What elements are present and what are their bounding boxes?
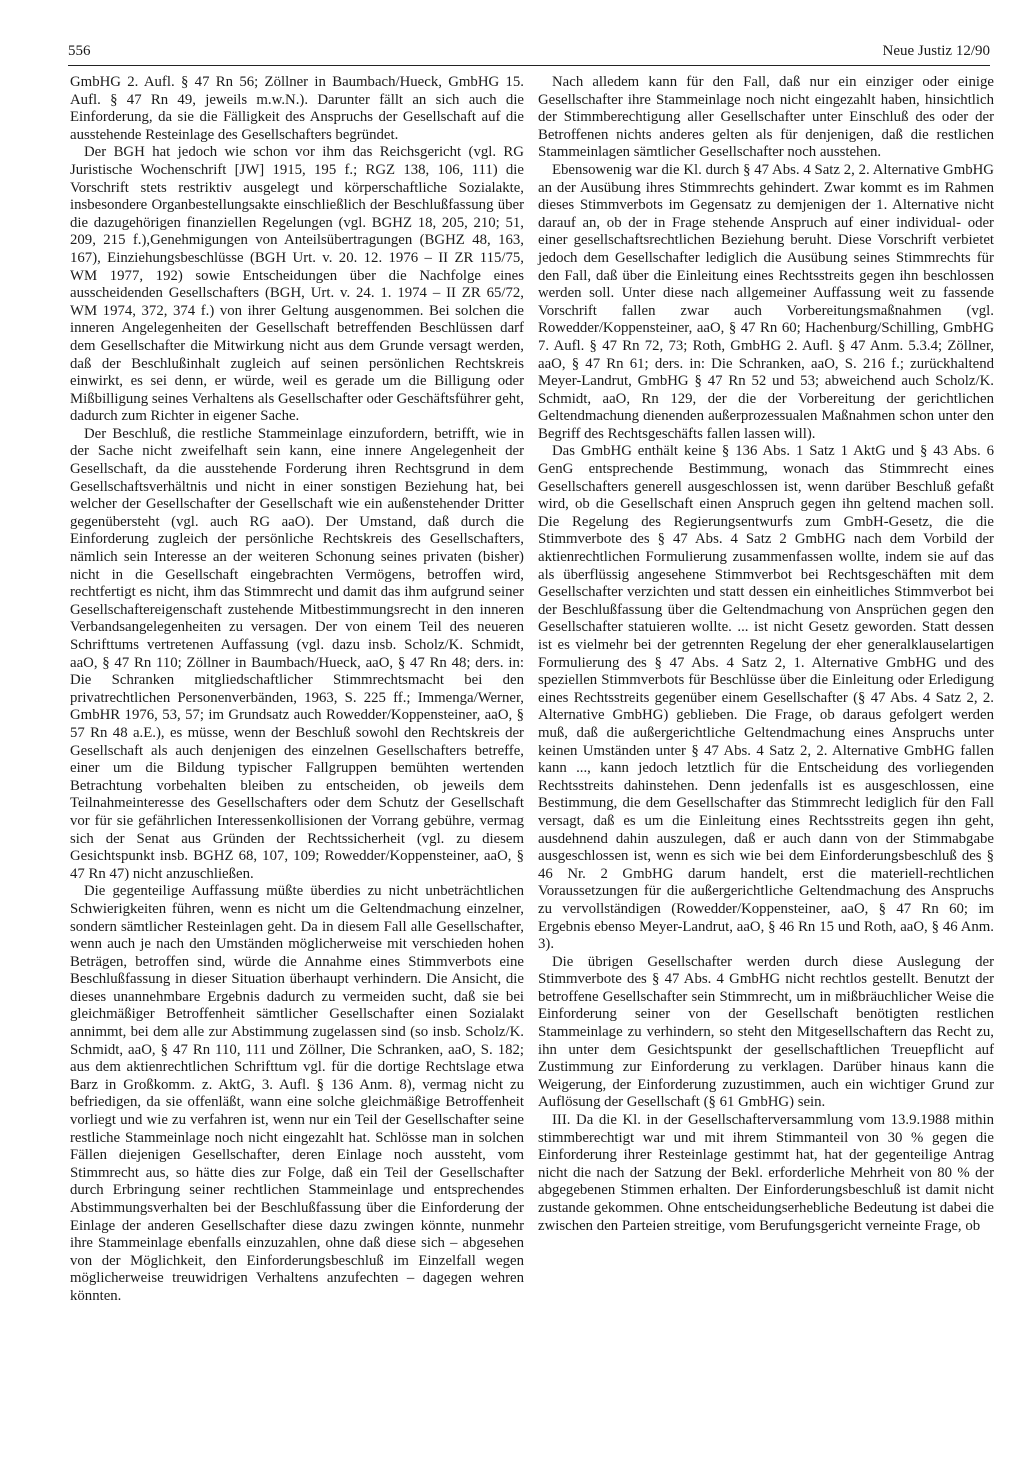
left-column [70, 74, 524, 1306]
header-rule [68, 65, 990, 66]
paragraph: Der Beschluß, die restliche Stammeinlage einzufordern, betrifft, wie in der Sache nicht zweifelhaft sein kann, eine innere Angelegenheit der Gesellschaft, da die ausstehende Forderung ihren Rechtsgrund in dem Gesellschaftsverhältnis und nicht in einer sonstigen Beziehung hat, bei welcher der Gesellschafter der Gesellschaft wie ein außenstehender Dritter gegenübersteht (vgl. auch RG aaO). Der Umstand, daß durch die Einforderung zugleich der persönliche Rechtskreis des Gesellschafters, nämlich sein Interesse an der weiteren Schonung seines privaten (bisher) nicht in die Gesellschaft eingebrachten Vermögens, betroffen wird, rechtfertigt es nicht, ihm das Stimmrecht und damit das ihm aufgrund seiner Gesellschaftereigenschaft zustehende Mitbestimmungsrecht in den inneren Verbandsangelegenheiten zu versagen. Der von einem Teil des neueren Schrifttums vertretenen Auffassung (vgl. dazu insb. Scholz/K. Schmidt, aaO, § 47 Rn 110; Zöllner in Baumbach/Hueck, aaO, § 47 Rn 48; ders. in: Die Schranken mitgliedschaftlicher Stimmrechtsmacht bei den privatrechtlichen Personenverbänden, 1963, S. 225 ff.; Immenga/Werner, GmbHR 1976, 53, 57; im Grundsatz auch Rowedder/Koppensteiner, aaO, § 57 Rn 48 a.E.), es müsse, wenn der Beschluß sowohl den Rechtskreis der Gesellschaft als auch denjenigen des einzelnen Gesellschafters betreffe, einer um die Bildung typischer Fallgruppen bemühten wertenden Betrachtung vorbehalten bleiben zu entscheiden, ob jeweils dem Teilnahmeinteresse des Gesellschafters oder dem Schutz der Gesellschaft vor für sie gefährlichen Interessenkollisionen der Vorrang gebühre, vermag sich der Senat aus Gründen der Rechtssicherheit (vgl. zu diesem Gesichtspunkt insb. BGHZ 68, 107, 109; Rowedder/Koppensteiner, aaO, § 47 Rn 47) nicht anzuschließen. [70, 425, 524, 882]
paragraph: Der BGH hat jedoch wie schon vor ihm das Reichsgericht (vgl. RG Juristische Wochenschrift [JW] 1915, 195 f.; RGZ 138, 106, 111) die Vorschrift stets restriktiv ausgelegt und körperschaftliche Sozialakte, insbesondere Organbestellungsakte einschließlich der Beschlußfassung über die dazugehörigen finanziellen Regelungen (vgl. BGHZ 18, 205, 210; 51, 209, 215 f.),Genehmigungen von Anteilsübertragungen (BGHZ 48, 163, 167), Einziehungsbeschlüsse (BGH Urt. v. 20. 12. 1976 – II ZR 115/75, WM 1977, 192) sowie Entscheidungen über die Nachfolge eines ausscheidenden Gesellschafters (BGH, Urt. v. 24. 1. 1974 – II ZR 65/72, WM 1974, 372, 374 f.) von ihrer Geltung ausgenommen. Bei solchen die inneren Angelegenheiten der Gesellschaft betreffenden Beschlüssen darf dem Gesellschafter die Mitwirkung nicht aus dem Grunde versagt werden, daß der Beschlußinhalt zugleich auf seinen persönlichen Rechtskreis einwirkt, es sei denn, er würde, weil es gerade um die Billigung oder Mißbilligung seines Verhaltens als Gesellschafter oder Geschäftsführer geht, dadurch zum Richter in eigener Sache. [70, 144, 524, 425]
right-column [538, 74, 994, 1235]
page-number: 556 [68, 43, 91, 59]
paragraph: Die gegenteilige Auffassung müßte überdies zu nicht unbeträchtlichen Schwierigkeiten führen, wenn es nicht um die Geltendmachung einzelner, sondern sämtlicher Resteinlagen geht. Da in diesem Fall alle Gesellschafter, wenn auch je nach den Umständen möglicherweise mit verschieden hohen Beträgen, betroffen sind, würde die Annahme eines Stimmverbots eine Beschlußfassung in dieser Situation überhaupt verhindern. Die Ansicht, die dieses unannehmbare Ergebnis dadurch zu vermeiden sucht, daß sie bei gleichmäßiger Betroffenheit sämtlicher Gesellschafter einen Sozialakt annimmt, bei dem alle zur Abstimmung zugelassen sind (so insb. Scholz/K. Schmidt, aaO, § 47 Rn 110, 111 und Zöllner, Die Schranken, aaO, S. 182; aus dem aktienrechtlichen Schrifttum vgl. für die dortige Rechtslage etwa Barz in Großkomm. z. AktG, 3. Aufl. § 136 Anm. 8), vermag nicht zu befriedigen, da sie offenläßt, wann eine solche gleichmäßige Betroffenheit vorliegt und wie zu verfahren ist, wenn nur ein Teil der Gesellschafter seine restliche Stammeinlage noch nicht eingezahlt hat. Schlösse man in solchen Fällen diejenigen Gesellschafter, deren Einlage noch aussteht, vom Stimmrecht aus, so hätte dies zur Folge, daß ein Teil der Gesellschafter durch Erbringung seiner rechtlichen Stammeinlage und entsprechendes Abstimmungsverhalten bei der Beschlußfassung über die Einforderung der Einlage der anderen Gesellschafter diese dazu zwingen könnte, nunmehr ihre Stammeinlage ebenfalls einzuzahlen, ohne daß diese sich – abgesehen von der Möglichkeit, den Einforderungsbeschluß im Einzelfall wegen möglicherweise treuwidrigen Verhaltens anzufechten – dagegen wehren könnten. [70, 883, 524, 1304]
journal-title: Neue Justiz 12/90 [882, 43, 990, 59]
paragraph: III. Da die Kl. in der Gesellschafterversammlung vom 13.9.1988 mithin stimmberechtigt war und mit ihrem Stimmanteil von 30 % gegen die Einforderung ihrer Resteinlage gestimmt hat, hat der gegenteilige Antrag nicht die nach der Satzung der Bekl. erforderliche Mehrheit von 80 % der abgegebenen Stimmen erhalten. Der Einforderungsbeschluß ist damit nicht zustande gekommen. Ohne entscheidungserhebliche Bedeutung ist dabei die zwischen den Parteien streitige, vom Berufungsgericht verneinte Frage, ob [538, 1112, 994, 1234]
paragraph: Die übrigen Gesellschafter werden durch diese Auslegung der Stimmverbote des § 47 Abs. 4 GmbHG nicht rechtlos gestellt. Benutzt der betroffene Gesellschafter sein Stimmrecht, um in mißbräuchlicher Weise die Einforderung seiner von der Gesellschaft benötigten restlichen Stammeinlage zu verhindern, so steht den Mitgesellschaftern das Recht zu, ihn unter dem Gesichtspunkt der gesellschaftlichen Treuepflicht auf Zustimmung zur Einforderung zu verklagen. Darüber hinaus kann die Weigerung, der Einforderung zuzustimmen, auch ein wichtiger Grund zur Auflösung der Gesellschaft (§ 61 GmbHG) sein. [538, 953, 994, 1111]
paragraph: Ebensowenig war die Kl. durch § 47 Abs. 4 Satz 2, 2. Alternative GmbHG an der Ausübung ihres Stimmrechts gehindert. Zwar kommt es im Rahmen dieses Stimmverbots im Gegensatz zu demjenigen der 1. Alternative nicht darauf an, ob der in Frage stehende Anspruch auf einer individual- oder einer gesellschaftsrechtlichen Beziehung beruht. Diese Vorschrift verbietet jedoch dem Gesellschafter lediglich die Ausübung seines Stimmrechts für den Fall, daß über die Einleitung eines Rechtsstreits gegen ihn beschlossen werden soll. Unter diese nach allgemeiner Auffassung weit zu fassende Vorschrift fallen zwar auch Vorbereitungsmaßnahmen (vgl. Rowedder/Koppensteiner, aaO, § 47 Rn 60; Hachenburg/Schilling, GmbHG 7. Aufl. § 47 Rn 72, 73; Roth, GmbHG 2. Aufl. § 47 Anm. 5.3.4; Zöllner, aaO, § 47 Rn 61; ders. in: Die Schranken, aaO, S. 216 f.; zurückhaltend Meyer-Landrut, GmbHG § 47 Rn 52 und 53; abweichend auch Scholz/K. Schmidt, aaO, Rn 129, der die der Vorbereitung der gerichtlichen Geltendmachung dienenden außerprozessualen Maßnahmen schon unter den Begriff des Rechtsgeschäfts fallen lassen will). [538, 161, 994, 442]
paragraph: GmbHG 2. Aufl. § 47 Rn 56; Zöllner in Baumbach/Hueck, GmbHG 15. Aufl. § 47 Rn 49, jeweils m.w.N.). Darunter fällt an sich auch die Einforderung, da sie die Fälligkeit des Anspruchs der Gesellschaft auf die ausstehende Resteinlage des Gesellschafters begründet. [70, 74, 524, 143]
paragraph: Das GmbHG enthält keine § 136 Abs. 1 Satz 1 AktG und § 43 Abs. 6 GenG entsprechende Bestimmung, wonach das Stimmrecht eines Gesellschafters generell ausgeschlossen ist, wenn darüber Beschluß gefaßt wird, ob die Gesellschaft einen Anspruch gegen ihn geltend machen soll. Die Regelung des Regierungsentwurfs zum GmbH-Gesetz, die die Stimmverbote des § 47 Abs. 4 Satz 2 GmbHG nach dem Vorbild der aktienrechtlichen Formulierung zusammenfassen wollte, indem sie auf das als überflüssig angesehene Stimmverbot bei Rechtsgeschäften mit dem Gesellschafter verzichten und statt dessen ein einheitliches Stimmverbot bei der Beschlußfassung über die Geltendmachung von Ansprüchen gegen den Gesellschafter statuieren wollte. ... ist nicht Gesetz geworden. Statt dessen ist es vielmehr bei der getrennten Regelung der eher generalklauselartigen Formulierung des § 47 Abs. 4 Satz 2, 1. Alternative GmbHG und des speziellen Stimmverbots für Beschlüsse über die Einleitung oder Erledigung eines Rechtsstreits gegenüber einem Gesellschafter (§ 47 Abs. 4 Satz 2, 2. Alternative GmbHG) geblieben. Die Frage, ob daraus gefolgert werden muß, daß die außergerichtliche Geltendmachung eines Anspruchs unter keinen Umständen unter § 47 Abs. 4 Satz 2, 2. Alternative GmbHG fallen kann ..., kann jedoch letztlich für die Entscheidung des vorliegenden Rechtsstreits dahinstehen. Denn jedenfalls ist es ausgeschlossen, eine Bestimmung, die dem Gesellschafter das Stimmrecht lediglich für den Fall versagt, daß es um die Einleitung eines Rechtsstreits gegen ihn geht, ausdehnend dahin auszulegen, daß er auch dann von der Stimmabgabe ausgeschlossen ist, wenn es sich wie bei dem Einforderungsbeschluß des § 46 Nr. 2 GmbHG darum handelt, erst die materiell-rechtlichen Voraussetzungen für die außergerichtliche Geltendmachung des Anspruchs zu vervollständigen (Rowedder/Koppensteiner, aaO, § 47 Rn 60; im Ergebnis ebenso Meyer-Landrut, aaO, § 46 Rn 15 und Roth, aaO, § 46 Anm. 3). [538, 443, 994, 953]
paragraph: Nach alledem kann für den Fall, daß nur ein einziger oder einige Gesellschafter ihre Stammeinlage noch nicht eingezahlt haben, hinsichtlich der Stimmberechtigung aller Gesellschafter unter Einschluß des oder der Betroffenen nichts anderes gelten als für denjenigen, daß die restlichen Stammeinlagen sämtlicher Gesellschafter noch ausstehen. [538, 74, 994, 161]
